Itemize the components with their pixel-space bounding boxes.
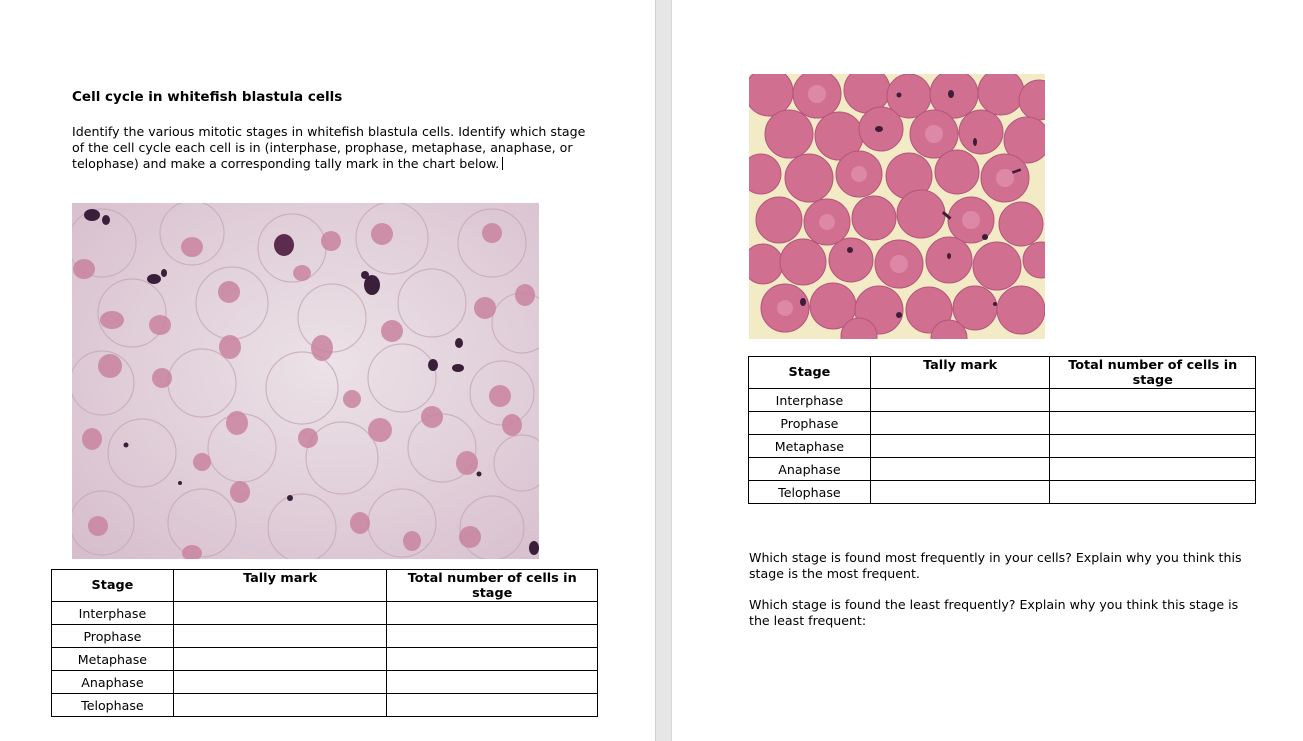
tally-cell[interactable] bbox=[870, 389, 1050, 412]
total-cell[interactable] bbox=[1050, 412, 1256, 435]
total-cell[interactable] bbox=[387, 671, 598, 694]
total-cell[interactable] bbox=[387, 648, 598, 671]
tally-cell[interactable] bbox=[173, 625, 387, 648]
table-header-row bbox=[749, 357, 1256, 389]
tally-cell[interactable] bbox=[870, 412, 1050, 435]
stage-cell: Prophase bbox=[52, 625, 174, 648]
table-row bbox=[52, 671, 598, 694]
instructions-text: Identify the various mitotic stages in whitefish blastula cells. Identify which stage of the cell cycle each cell is in (interphase, prophase, metaphase, anaphase, or telophase) and make a corresponding tally mark in the chart below. bbox=[72, 124, 586, 171]
stage-cell: Metaphase bbox=[749, 435, 871, 458]
total-header: Total number of cells in stage bbox=[1050, 357, 1256, 389]
table-row bbox=[749, 412, 1256, 435]
stage-header: Stage bbox=[749, 357, 871, 389]
stage-cell: Anaphase bbox=[749, 458, 871, 481]
tally-cell[interactable] bbox=[870, 435, 1050, 458]
question-most-frequent: Which stage is found most frequently in your cells? Explain why you think this stage is the most frequent. bbox=[749, 550, 1242, 581]
question-least-frequent: Which stage is found the least frequently? Explain why you think this stage is the least frequent: bbox=[749, 597, 1239, 628]
total-cell[interactable] bbox=[387, 694, 598, 717]
total-cell[interactable] bbox=[1050, 481, 1256, 504]
table-row bbox=[749, 389, 1256, 412]
stage-cell: Anaphase bbox=[52, 671, 174, 694]
stage-cell: Interphase bbox=[52, 602, 174, 625]
blastula-micrograph-left bbox=[72, 203, 539, 559]
stage-cell: Metaphase bbox=[52, 648, 174, 671]
page-gutter bbox=[655, 0, 672, 741]
document-title: Cell cycle in whitefish blastula cells bbox=[72, 89, 343, 105]
total-cell[interactable] bbox=[387, 625, 598, 648]
tally-cell[interactable] bbox=[870, 481, 1050, 504]
tally-table-right bbox=[748, 356, 1256, 504]
tally-header: Tally mark bbox=[870, 357, 1050, 389]
tally-cell[interactable] bbox=[173, 671, 387, 694]
total-cell[interactable] bbox=[1050, 389, 1256, 412]
stage-cell: Telophase bbox=[749, 481, 871, 504]
table-row bbox=[749, 435, 1256, 458]
instructions-paragraph[interactable] bbox=[72, 124, 592, 172]
table-row bbox=[749, 458, 1256, 481]
text-caret-icon bbox=[502, 157, 503, 170]
total-cell[interactable] bbox=[1050, 458, 1256, 481]
stage-cell: Interphase bbox=[749, 389, 871, 412]
blastula-micrograph-right bbox=[749, 74, 1045, 339]
stage-cell: Prophase bbox=[749, 412, 871, 435]
table-row bbox=[52, 648, 598, 671]
tally-header: Tally mark bbox=[173, 570, 387, 602]
table-row bbox=[52, 625, 598, 648]
tally-table-left bbox=[51, 569, 598, 717]
total-cell[interactable] bbox=[387, 602, 598, 625]
stage-cell: Telophase bbox=[52, 694, 174, 717]
tally-cell[interactable] bbox=[173, 694, 387, 717]
total-cell[interactable] bbox=[1050, 435, 1256, 458]
tally-cell[interactable] bbox=[870, 458, 1050, 481]
total-header: Total number of cells in stage bbox=[387, 570, 598, 602]
table-row bbox=[749, 481, 1256, 504]
stage-header: Stage bbox=[52, 570, 174, 602]
table-row bbox=[52, 602, 598, 625]
tally-cell[interactable] bbox=[173, 648, 387, 671]
tally-cell[interactable] bbox=[173, 602, 387, 625]
table-row bbox=[52, 694, 598, 717]
right-page bbox=[672, 0, 1303, 741]
table-header-row bbox=[52, 570, 598, 602]
